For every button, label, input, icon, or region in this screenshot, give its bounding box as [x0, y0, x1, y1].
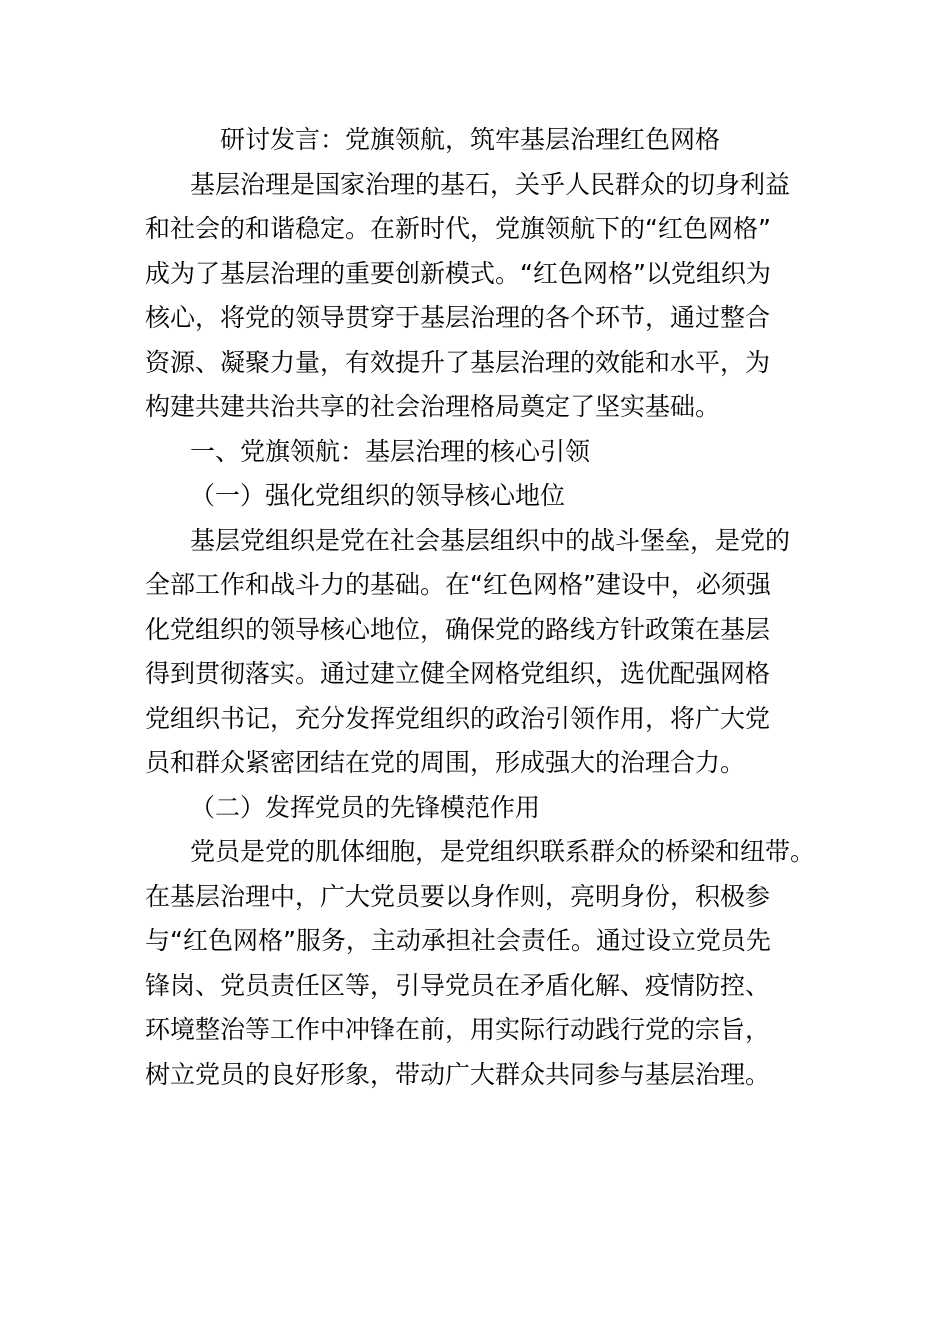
- subsection2-heading: （二）发挥党员的先锋模范作用: [190, 792, 541, 822]
- subsection1-line: 员和群众紧密团结在党的周围，形成强大的治理合力。: [145, 748, 746, 777]
- subsection2-line: 环境整治等工作中冲锋在前，用实际行动践行党的宗旨，: [145, 1015, 771, 1044]
- document-body: [145, 118, 816, 1097]
- subsection1-line: 化党组织的领导核心地位，确保党的路线方针政策在基层: [145, 614, 771, 644]
- subsection2-line: 树立党员的良好形象，带动广大群众共同参与基层治理。: [145, 1059, 771, 1089]
- subsection1-line: 基层党组织是党在社会基层组织中的战斗堡垒，是党的: [190, 525, 791, 555]
- document-title: 研讨发言：党旗领航，筑牢基层治理红色网格: [220, 125, 721, 154]
- subsection1-line: 党组织书记，充分发挥党组织的政治引领作用，将广大党: [145, 703, 771, 733]
- intro-line: 成为了基层治理的重要创新模式。“红色网格”以党组织为: [145, 258, 771, 288]
- intro-line: 核心，将党的领导贯穿于基层治理的各个环节，通过整合: [145, 303, 771, 332]
- intro-line: 基层治理是国家治理的基石，关乎人民群众的切身利益: [190, 169, 791, 199]
- subsection2-line: 党员是党的肌体细胞，是党组织联系群众的桥梁和纽带。: [190, 837, 816, 866]
- subsection2-line: 在基层治理中，广大党员要以身作则，亮明身份，积极参: [145, 881, 771, 911]
- subsection2-line: 与“红色网格”服务，主动承担社会责任。通过设立党员先: [145, 926, 771, 955]
- subsection1-heading: （一）强化党组织的领导核心地位: [190, 481, 566, 510]
- section1-heading: 一、党旗领航：基层治理的核心引领: [190, 436, 591, 466]
- subsection2-line: 锋岗、党员责任区等，引导党员在矛盾化解、疫情防控、: [145, 970, 771, 1000]
- intro-line: 构建共建共治共享的社会治理格局奠定了坚实基础。: [145, 392, 721, 421]
- intro-line: 和社会的和谐稳定。在新时代，党旗领航下的“红色网格”: [145, 214, 771, 243]
- subsection1-line: 得到贯彻落实。通过建立健全网格党组织，选优配强网格: [145, 659, 771, 688]
- subsection1-line: 全部工作和战斗力的基础。在“红色网格”建设中，必须强: [145, 570, 771, 599]
- intro-line: 资源、凝聚力量，有效提升了基层治理的效能和水平，为: [145, 347, 771, 377]
